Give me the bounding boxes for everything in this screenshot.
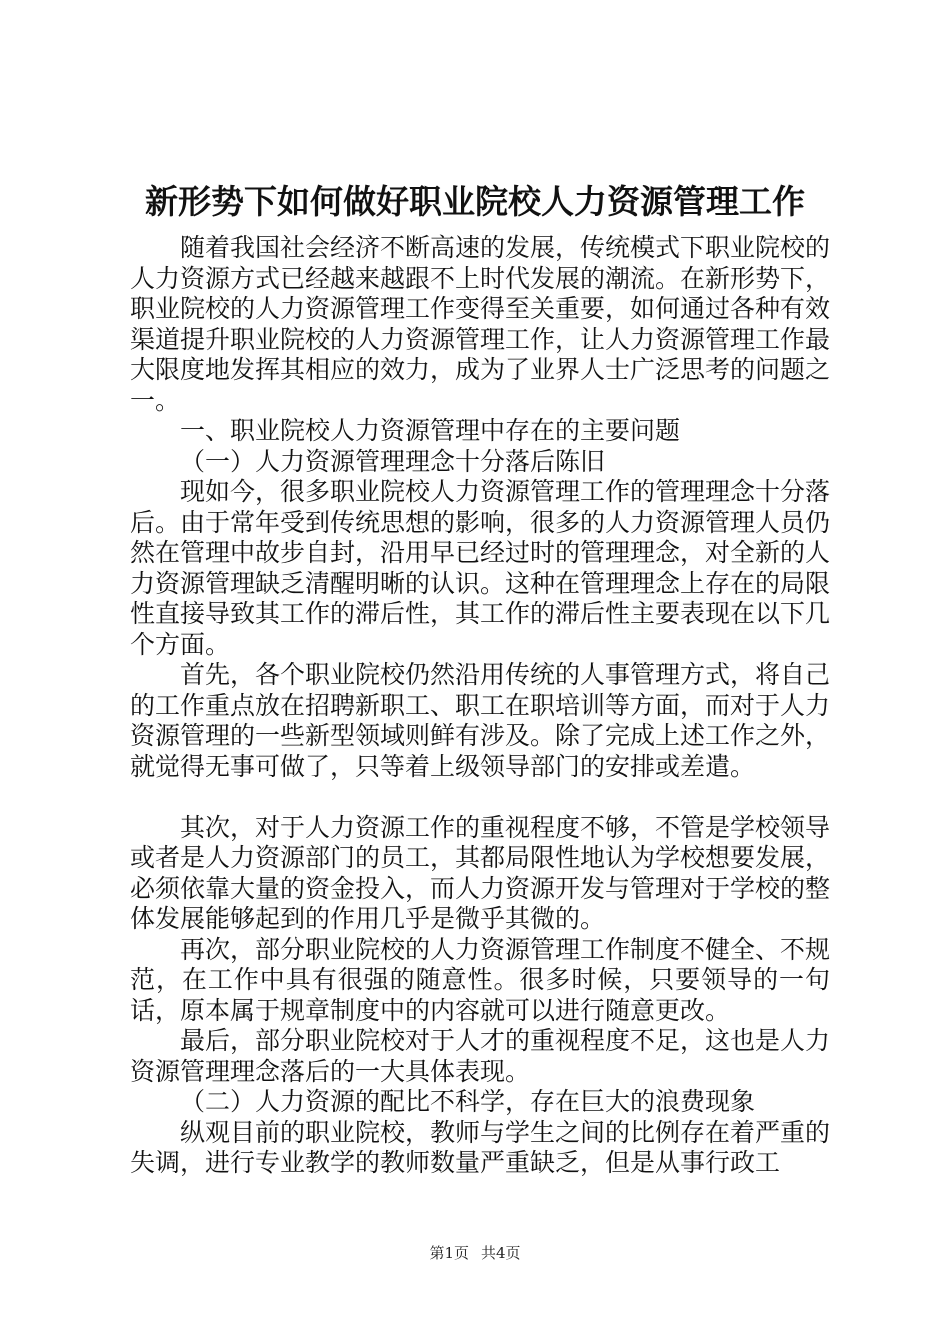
paragraph-second-point: 其次，对于人力资源工作的重视程度不够，不管是学校领导或者是人力资源部门的员工，其都局限性地认为学校想要发展，必须依靠大量的资金投入，而人力资源开发与管理对于学校的整体发展能够起到的作用几乎是微乎其微的。 <box>130 812 831 933</box>
paragraph-current-status: 现如今，很多职业院校人力资源管理工作的管理理念十分落后。由于常年受到传统思想的影响，很多的人力资源管理人员仍然在管理中故步自封，沿用早已经过时的管理理念，对全新的人力资源管理缺乏清醒明晰的认识。这种在管理理念上存在的局限性直接导致其工作的滞后性，其工作的滞后性主要表现在以下几个方面。 <box>130 477 831 659</box>
subsection-heading-2: （二）人力资源的配比不科学，存在巨大的浪费现象 <box>180 1087 756 1116</box>
page-number: 第1页 <box>429 1244 469 1262</box>
subsection-heading-1: （一）人力资源管理理念十分落后陈旧 <box>180 446 606 476</box>
page-total: 共4页 <box>481 1244 521 1262</box>
paragraph-first-point: 首先，各个职业院校仍然沿用传统的人事管理方式，将自己的工作重点放在招聘新职工、职工在职培训等方面，而对于人力资源管理的一些新型领域则鲜有涉及。除了完成上述工作之外，就觉得无事可做了，只等着上级领导部门的安排或差遣。 <box>130 660 831 781</box>
paragraph-intro: 随着我国社会经济不断高速的发展，传统模式下职业院校的人力资源方式已经越来越跟不上时代发展的潮流。在新形势下，职业院校的人力资源管理工作变得至关重要，如何通过各种有效渠道提升职业院校的人力资源管理工作，让人力资源管理工作最大限度地发挥其相应的效力，成为了业界人士广泛思考的问题之一。 <box>130 233 831 415</box>
document-body <box>130 233 830 1179</box>
paragraph-last-point: 最后，部分职业院校对于人才的重视程度不足，这也是人力资源管理理念落后的一大具体表现。 <box>130 1026 831 1086</box>
section-heading-1: 一、职业院校人力资源管理中存在的主要问题 <box>180 416 681 445</box>
paragraph-third-point: 再次，部分职业院校的人力资源管理工作制度不健全、不规范，在工作中具有很强的随意性。很多时候，只要领导的一句话，原本属于规章制度中的内容就可以进行随意更改。 <box>130 934 831 1025</box>
page-footer <box>0 1243 950 1263</box>
paragraph-ratio: 纵观目前的职业院校，教师与学生之间的比例存在着严重的失调，进行专业教学的教师数量严重缺乏，但是从事行政工 <box>130 1117 831 1177</box>
document-title: 新形势下如何做好职业院校人力资源管理工作 <box>145 182 805 221</box>
